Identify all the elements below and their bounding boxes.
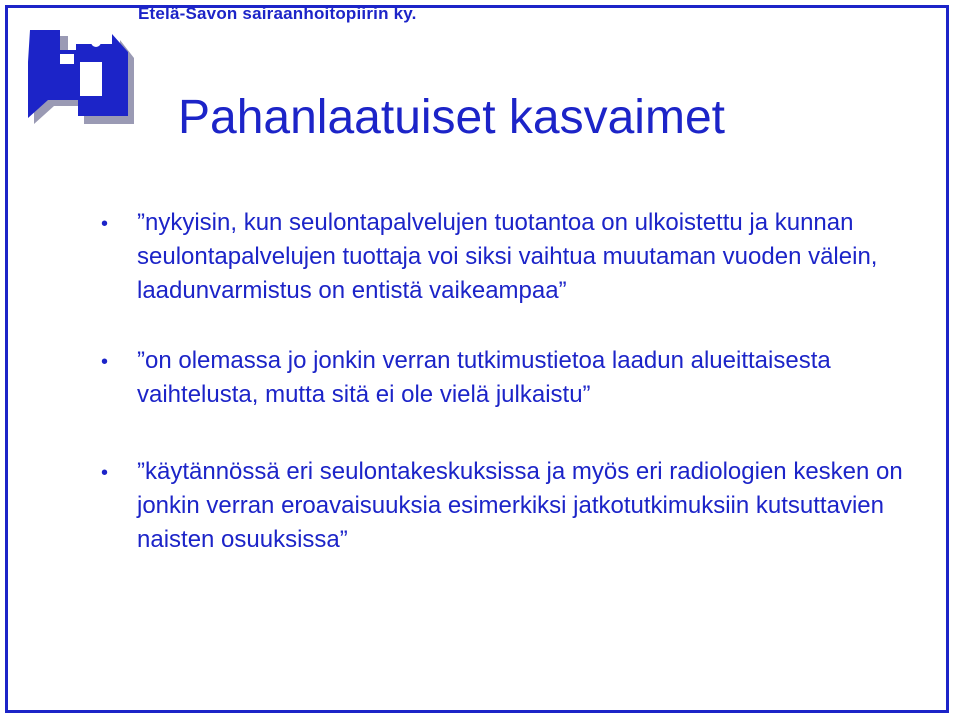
bullet-text: ”käytännössä eri seulontakeskuksissa ja myös eri radiologien kesken on jonkin verran eroavaisuuksia esimerkiksi jatkotutkimuksiin kutsuttavien naisten osuuksissa” xyxy=(137,458,903,553)
slide-title: Pahanlaatuiset kasvaimet xyxy=(178,91,725,144)
bullet-text: ”nykyisin, kun seulontapalvelujen tuotantoa on ulkoistettu ja kunnan seulontapalvelujen tuottaja voi siksi vaihtua muutaman vuoden välein, laadunvarmistus on entistä vaikeampaa” xyxy=(137,209,878,304)
organization-name: Etelä-Savon sairaanhoitopiirin ky. xyxy=(138,4,417,23)
bullet-text: ”on olemassa jo jonkin verran tutkimustietoa laadun alueittaisesta vaihtelusta, mutta sitä ei ole vielä julkaistu” xyxy=(137,347,831,408)
bullet-dot-icon: • xyxy=(101,213,109,235)
organization-logo-icon xyxy=(24,28,138,126)
bullet-dot-icon: • xyxy=(101,351,109,373)
bullet-dot-icon: • xyxy=(101,462,109,484)
